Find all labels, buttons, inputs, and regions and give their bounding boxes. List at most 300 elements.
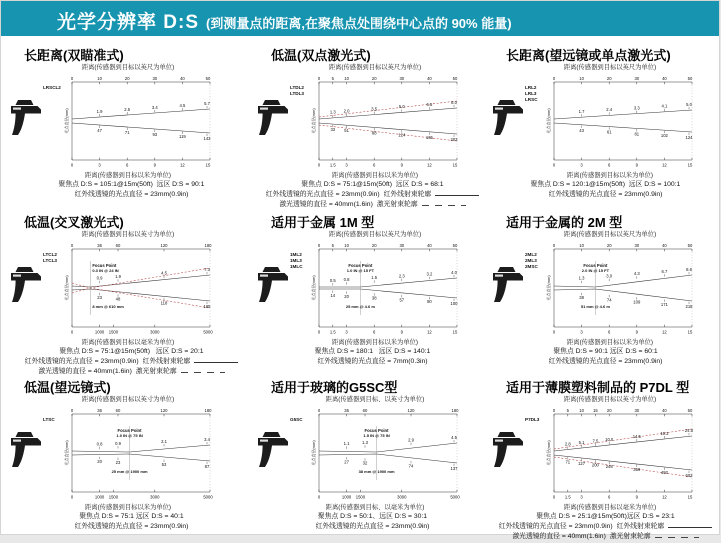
model-label: LRSC — [525, 96, 538, 102]
svg-text:6: 6 — [126, 162, 129, 168]
svg-text:14.5: 14.5 — [632, 433, 641, 439]
y-axis-label: 光点直径(mm) — [546, 274, 551, 301]
svg-text:2.8: 2.8 — [564, 440, 571, 446]
svg-text:15: 15 — [593, 407, 598, 413]
svg-text:74: 74 — [408, 462, 414, 468]
svg-text:9: 9 — [400, 162, 403, 168]
svg-text:3.4: 3.4 — [151, 104, 158, 110]
chart-column — [289, 396, 461, 511]
ir-thermometer-icon — [10, 429, 42, 475]
y-axis-label: 光点直径(mm) — [546, 107, 551, 134]
model-label: 2ML3 — [525, 257, 537, 263]
svg-text:6: 6 — [608, 162, 611, 168]
y-axis-label: 光点直径(mm) — [311, 439, 316, 466]
svg-text:20: 20 — [371, 242, 377, 248]
svg-text:1000: 1000 — [341, 494, 352, 500]
svg-text:43: 43 — [579, 127, 584, 133]
y-axis-label: 光点直径(mm) — [311, 107, 316, 134]
model-label: LRL3 — [525, 90, 537, 96]
svg-text:71: 71 — [565, 459, 571, 465]
spot-size-chart — [42, 239, 214, 339]
svg-text:6: 6 — [373, 162, 376, 168]
svg-text:40: 40 — [662, 407, 667, 413]
laser-beam-legend-label: 激光射束轮廓 — [135, 368, 177, 376]
chart-column — [524, 231, 696, 346]
svg-text:60: 60 — [115, 407, 121, 413]
y-axis-label: 光点直径(mm) — [64, 107, 69, 134]
svg-text:5.0: 5.0 — [398, 103, 405, 109]
svg-text:1.5: 1.5 — [329, 162, 336, 168]
lens-spec-line — [490, 522, 721, 532]
svg-text:171: 171 — [660, 301, 668, 307]
ir-thermometer-icon — [492, 97, 524, 143]
page-header — [1, 1, 719, 36]
svg-text:493: 493 — [660, 469, 668, 475]
svg-text:2.5: 2.5 — [124, 106, 131, 112]
svg-text:3: 3 — [580, 162, 583, 168]
chart-area — [490, 64, 721, 179]
chart-area — [255, 231, 490, 346]
svg-text:50: 50 — [687, 407, 693, 413]
ir-beam-legend-label: 红外线射束轮廓 — [383, 191, 432, 199]
svg-text:51: 51 — [344, 127, 349, 133]
ir-beam-legend-label: 红外线射束轮廓 — [142, 358, 191, 366]
svg-text:0: 0 — [552, 162, 556, 168]
svg-text:47: 47 — [97, 127, 102, 133]
model-label: LTDL2 — [290, 84, 304, 90]
svg-text:40: 40 — [427, 75, 432, 81]
svg-text:23: 23 — [115, 459, 121, 465]
spot-size-chart — [289, 404, 461, 504]
ds-spec-line: 聚焦点 D:S = 180:1 远区 D:S = 140:1 — [314, 348, 431, 356]
model-label: 2ML2 — [525, 251, 537, 257]
ds-spec-line: 聚焦点 D:S = 25:1@15m(50ft)远区 D:S = 23:1 — [536, 513, 675, 521]
laser-spec-text: 激光透镜的直径 = 40mm(1.6in) — [38, 368, 132, 376]
svg-text:19.3: 19.3 — [660, 430, 669, 436]
svg-text:1.9: 1.9 — [96, 108, 103, 114]
svg-text:2.0: 2.0 — [343, 108, 350, 114]
svg-text:20: 20 — [344, 293, 349, 299]
ir-thermometer-icon — [10, 264, 42, 310]
spot-size-chart — [524, 239, 696, 339]
chart-column — [42, 231, 214, 346]
svg-text:1.3: 1.3 — [362, 439, 368, 445]
axis-label-bottom: 距离(传感器到目标以米为单位) — [566, 171, 654, 179]
svg-text:3.3: 3.3 — [633, 104, 640, 110]
svg-text:5000: 5000 — [203, 329, 213, 335]
svg-text:48: 48 — [115, 296, 121, 302]
svg-text:60: 60 — [362, 407, 368, 413]
panel-title: 长距离(望远镜或单点激光式) — [506, 48, 671, 63]
svg-text:0: 0 — [70, 407, 74, 413]
svg-text:2.9: 2.9 — [408, 437, 414, 443]
svg-text:5000: 5000 — [450, 494, 460, 500]
svg-text:0.5: 0.5 — [329, 277, 336, 283]
svg-text:0: 0 — [552, 242, 556, 248]
panel-title: 适用于金属的 2M 型 — [506, 215, 623, 230]
model-label: 1MLC — [290, 263, 303, 269]
svg-text:3.2: 3.2 — [426, 271, 433, 277]
spot-size-chart — [42, 72, 214, 172]
svg-text:Focus Point: Focus Point — [92, 262, 117, 268]
svg-text:603: 603 — [685, 472, 693, 478]
svg-text:Focus Point: Focus Point — [364, 427, 389, 433]
svg-text:1.3: 1.3 — [578, 275, 585, 281]
svg-text:12: 12 — [180, 162, 185, 168]
svg-text:3.0: 3.0 — [606, 272, 613, 278]
ir-thermometer-icon — [492, 264, 524, 310]
svg-text:40: 40 — [662, 75, 667, 81]
svg-text:2.4: 2.4 — [606, 106, 613, 112]
svg-text:10: 10 — [579, 75, 584, 81]
svg-text:2.3: 2.3 — [398, 272, 405, 278]
panel-title: 低温(交叉激光式) — [24, 215, 124, 230]
model-label: LTCL2 — [43, 251, 57, 257]
ds-spec-line: 聚焦点 D:S = 120:1@15m(50ft) 远区 D:S = 100:1 — [530, 181, 681, 189]
chart-column — [524, 396, 696, 511]
svg-text:12: 12 — [427, 329, 432, 335]
chart-area — [8, 396, 255, 511]
svg-text:12: 12 — [662, 329, 667, 335]
svg-text:1500: 1500 — [108, 329, 119, 335]
lens-spec-line — [255, 190, 490, 200]
spec-captions — [255, 512, 490, 532]
axis-label-bottom: 距离(传感器到目标以毫米为单位) — [81, 338, 175, 346]
lens-spec-line: 红外线透镜的光点直径 = 23mm(0.9in) — [74, 523, 189, 531]
svg-text:0: 0 — [70, 242, 74, 248]
model-label: LTSC — [43, 416, 55, 422]
model-label: G5SC — [290, 416, 303, 422]
axis-label-top: 距离(传感器到目标以英尺为单位) — [328, 64, 422, 71]
svg-text:20: 20 — [97, 458, 102, 464]
svg-text:0: 0 — [70, 75, 74, 81]
svg-text:5: 5 — [331, 242, 334, 248]
axis-label-top: 距离(传感器到目标以英尺为单位) — [563, 64, 657, 71]
svg-text:32: 32 — [362, 460, 368, 466]
axis-label-bottom: 距离(传感器到目标以米为单位) — [566, 338, 654, 346]
svg-text:3000: 3000 — [150, 494, 160, 500]
svg-text:10: 10 — [579, 242, 584, 248]
svg-text:15: 15 — [205, 162, 211, 168]
spec-captions — [490, 347, 721, 367]
laser-beam-legend-label: 激光射束轮廓 — [376, 201, 418, 209]
axis-label-bottom: 距离(传感器到目标以米为单位) — [84, 171, 172, 179]
lens-spec-line: 红外线透镜的光点直径 = 7mm(0.3in) — [317, 358, 428, 366]
chart-column — [524, 64, 696, 179]
svg-text:9: 9 — [635, 329, 638, 335]
svg-text:0: 0 — [70, 162, 74, 168]
svg-text:1.1: 1.1 — [343, 440, 350, 446]
svg-text:3: 3 — [580, 329, 583, 335]
page-title: 光学分辨率 D:S — [57, 12, 200, 33]
panel-title: 适用于薄膜塑料制品的 P7DL 型 — [506, 380, 690, 395]
svg-text:30: 30 — [634, 75, 640, 81]
svg-text:1000: 1000 — [94, 494, 105, 500]
y-axis-label: 光点直径(mm) — [64, 439, 69, 466]
svg-text:7.3: 7.3 — [204, 266, 210, 272]
svg-text:180: 180 — [204, 242, 212, 248]
panel-5 — [255, 209, 490, 374]
svg-text:50: 50 — [687, 75, 693, 81]
svg-text:1500: 1500 — [355, 494, 366, 500]
axis-label-top: 距离(传感器到目标以英尺为单位) — [563, 231, 657, 238]
svg-text:3000: 3000 — [397, 494, 407, 500]
ds-spec-line: 聚焦点 D:S = 75:1@15m(50ft) 远区 D:S = 20:1 — [59, 348, 204, 356]
svg-text:180: 180 — [451, 407, 459, 413]
lens-spec-text: 红外线透镜的光点直径 = 23mm(0.9in) — [24, 358, 139, 366]
svg-text:50: 50 — [687, 242, 693, 248]
svg-text:60: 60 — [115, 242, 121, 248]
svg-text:71: 71 — [124, 129, 130, 135]
model-label: LTDL3 — [290, 90, 304, 96]
laser-beam-legend-line — [422, 205, 466, 206]
svg-text:50: 50 — [452, 242, 458, 248]
lens-spec-line: 红外线透镜的光点直径 = 23mm(0.9in) — [74, 191, 189, 199]
svg-text:6.5: 6.5 — [426, 101, 433, 107]
svg-text:50: 50 — [205, 75, 211, 81]
axis-label-top: 距离(传感器到目标、以英寸为单位) — [325, 396, 425, 403]
chart-area — [490, 231, 721, 346]
svg-text:Focus Point: Focus Point — [583, 262, 608, 268]
svg-text:40: 40 — [427, 242, 432, 248]
svg-text:15: 15 — [452, 162, 458, 168]
svg-text:5: 5 — [566, 407, 569, 413]
spec-captions — [490, 180, 721, 200]
svg-text:38 mm @ 1900 mm: 38 mm @ 1900 mm — [358, 468, 395, 474]
axis-label-bottom: 距离(传感器到目标以毫米为单位) — [563, 503, 657, 511]
panel-4 — [8, 209, 255, 374]
svg-text:36: 36 — [97, 242, 102, 248]
svg-text:3: 3 — [345, 162, 348, 168]
ds-spec-line: 聚焦点 D:S = 105:1@15m(50ft) 远区 D:S = 90:1 — [58, 181, 205, 189]
model-label: P7DL3 — [525, 416, 540, 422]
chart-area — [8, 64, 255, 179]
svg-text:0.8: 0.8 — [96, 441, 103, 447]
svg-text:1.9: 1.9 — [115, 273, 121, 279]
svg-text:0: 0 — [552, 75, 556, 81]
svg-text:50: 50 — [452, 75, 458, 81]
svg-text:1.5: 1.5 — [371, 274, 378, 280]
svg-text:38: 38 — [371, 295, 377, 301]
svg-text:127: 127 — [578, 460, 586, 466]
svg-text:102: 102 — [660, 132, 668, 138]
svg-text:165: 165 — [425, 134, 433, 140]
axis-label-top: 距离(传感器到目标以英寸为单位) — [81, 231, 175, 238]
svg-text:143: 143 — [203, 135, 211, 141]
svg-text:109: 109 — [633, 299, 641, 305]
svg-text:27: 27 — [344, 459, 349, 465]
svg-text:119: 119 — [179, 133, 186, 139]
ir-beam-legend-line — [194, 362, 238, 363]
lens-spec-line: 红外线透镜的光点直径 = 23mm(0.9in) — [548, 358, 663, 366]
svg-text:3: 3 — [345, 329, 348, 335]
svg-text:30: 30 — [634, 407, 640, 413]
svg-text:1.0 IN @ 15 FT: 1.0 IN @ 15 FT — [346, 267, 375, 273]
laser-spec-text: 激光透镜的直径 = 40mm(1.6in) — [512, 533, 606, 541]
model-label: 1ML3 — [290, 257, 302, 263]
axis-label-bottom: 距离(传感器到目标以米为单位) — [331, 171, 419, 179]
svg-text:0: 0 — [317, 75, 321, 81]
svg-text:74: 74 — [606, 296, 612, 302]
svg-text:33: 33 — [330, 126, 336, 132]
chart-area — [255, 64, 490, 179]
svg-text:6: 6 — [608, 329, 611, 335]
panels-grid — [1, 36, 719, 541]
axis-label-bottom: 距离(传感器到目标以米为单位) — [84, 503, 172, 511]
svg-text:3.5: 3.5 — [371, 105, 378, 111]
svg-text:7.5: 7.5 — [592, 437, 599, 443]
svg-text:0.9: 0.9 — [115, 440, 121, 446]
svg-text:120: 120 — [407, 407, 415, 413]
svg-text:14: 14 — [330, 292, 336, 298]
svg-text:248: 248 — [605, 463, 613, 469]
svg-text:40: 40 — [180, 75, 185, 81]
svg-text:12: 12 — [662, 494, 667, 500]
svg-text:9: 9 — [635, 494, 638, 500]
svg-text:1.0 IN @ 75 IN: 1.0 IN @ 75 IN — [116, 432, 143, 438]
panel-6 — [490, 209, 721, 374]
svg-text:36: 36 — [97, 407, 102, 413]
svg-text:9: 9 — [635, 162, 638, 168]
svg-text:6.7: 6.7 — [661, 268, 668, 274]
svg-text:3: 3 — [580, 494, 583, 500]
laser-beam-legend-line — [655, 537, 699, 538]
svg-text:1500: 1500 — [108, 494, 119, 500]
svg-text:203: 203 — [450, 136, 458, 142]
svg-text:80: 80 — [427, 298, 432, 304]
spot-size-chart — [42, 404, 214, 504]
svg-text:5.0: 5.0 — [686, 101, 692, 107]
svg-text:4.3: 4.3 — [633, 270, 640, 276]
y-axis-label: 光点直径(mm) — [311, 274, 316, 301]
svg-text:30: 30 — [152, 75, 158, 81]
svg-text:118: 118 — [160, 299, 168, 305]
panel-1 — [8, 42, 255, 209]
model-label: LRSCL2 — [43, 84, 61, 90]
svg-text:57: 57 — [399, 296, 405, 302]
spot-size-chart — [524, 72, 696, 172]
ir-beam-legend-line — [668, 527, 712, 528]
svg-text:12: 12 — [427, 162, 432, 168]
model-label: 2MSC — [525, 263, 538, 269]
lens-spec-line — [8, 357, 255, 367]
svg-text:0: 0 — [317, 242, 321, 248]
y-axis-label: 光点直径(mm) — [64, 274, 69, 301]
chart-area — [490, 396, 721, 511]
svg-text:Focus Point: Focus Point — [348, 262, 373, 268]
spec-captions — [8, 180, 255, 200]
lens-spec-text: 红外线透镜的光点直径 = 23mm(0.9in) — [498, 523, 613, 531]
axis-label-bottom: 距离(传感器到目标以米为单位) — [331, 338, 419, 346]
svg-text:30: 30 — [399, 75, 405, 81]
panel-title: 适用于金属 1M 型 — [271, 215, 375, 230]
svg-text:15: 15 — [452, 329, 458, 335]
spec-captions — [490, 512, 721, 543]
chart-column — [289, 64, 461, 179]
svg-text:25 mm @ 4.6 m: 25 mm @ 4.6 m — [345, 303, 375, 309]
ds-spec-line: 聚焦点 D:S = 50:1、远区 D:S = 30:1 — [317, 513, 428, 521]
panel-7 — [8, 374, 255, 534]
chart-area — [255, 396, 490, 511]
svg-text:15: 15 — [687, 494, 693, 500]
svg-text:38: 38 — [579, 294, 584, 300]
svg-text:0.9: 0.9 — [96, 275, 103, 281]
svg-text:20: 20 — [124, 75, 130, 81]
svg-text:15: 15 — [687, 329, 693, 335]
svg-text:3.4: 3.4 — [204, 436, 210, 442]
svg-text:5.1: 5.1 — [578, 439, 585, 445]
panel-8 — [255, 374, 490, 534]
spot-size-chart — [524, 404, 696, 504]
svg-text:2.1: 2.1 — [161, 438, 167, 444]
svg-text:0: 0 — [552, 494, 556, 500]
svg-text:185: 185 — [203, 303, 211, 309]
svg-text:53: 53 — [161, 461, 167, 467]
spec-captions — [255, 180, 490, 211]
svg-text:100: 100 — [450, 300, 458, 306]
svg-text:36: 36 — [344, 407, 349, 413]
svg-text:12: 12 — [662, 162, 667, 168]
panel-3 — [490, 42, 721, 209]
svg-text:20: 20 — [606, 407, 612, 413]
chart-column — [42, 64, 214, 179]
laser-beam-legend-label: 激光射束轮廓 — [609, 533, 651, 541]
lens-spec-text: 红外线透镜的光点直径 = 23mm(0.9in) — [265, 191, 380, 199]
laser-spec-line — [490, 532, 721, 542]
axis-label-top: 距离(传感器到目标以英尺为单位) — [328, 231, 422, 238]
svg-text:30: 30 — [634, 242, 640, 248]
svg-text:4.5: 4.5 — [179, 102, 186, 108]
ir-thermometer-icon — [257, 97, 289, 143]
svg-text:8.6: 8.6 — [686, 266, 692, 272]
svg-text:2.0 IN @ 15 FT: 2.0 IN @ 15 FT — [581, 267, 610, 273]
panel-title: 低温(双点激光式) — [271, 48, 371, 63]
svg-text:4.0: 4.0 — [451, 269, 457, 275]
svg-text:9: 9 — [153, 162, 156, 168]
ds-spec-line: 聚焦点 D:S = 75:1@15m(50ft) 远区 D:S = 68:1 — [301, 181, 444, 189]
svg-text:3: 3 — [98, 162, 101, 168]
svg-text:124: 124 — [398, 132, 406, 138]
chart-column — [42, 396, 214, 511]
ir-thermometer-icon — [257, 264, 289, 310]
ds-spec-line: 聚焦点 D:S = 75:1 远区 D:S = 40:1 — [79, 513, 184, 521]
panel-2 — [255, 42, 490, 209]
model-label: LRL2 — [525, 84, 537, 90]
svg-text:120: 120 — [160, 407, 168, 413]
svg-text:10.0: 10.0 — [605, 436, 614, 442]
svg-text:8.0: 8.0 — [451, 99, 457, 105]
svg-text:6: 6 — [608, 494, 611, 500]
lens-spec-line: 红外线透镜的光点直径 = 23mm(0.9in) — [548, 191, 663, 199]
svg-text:10: 10 — [344, 242, 349, 248]
ir-thermometer-icon — [10, 97, 42, 143]
laser-spec-text: 激光透镜的直径 = 40mm(1.6in) — [279, 201, 373, 209]
svg-text:20: 20 — [606, 242, 612, 248]
ir-beam-legend-line — [435, 195, 479, 196]
ds-spec-line: 聚焦点 D:S = 90:1 远区 D:S = 60:1 — [553, 348, 658, 356]
svg-text:5: 5 — [331, 75, 334, 81]
svg-text:0.8: 0.8 — [343, 276, 350, 282]
svg-text:20: 20 — [606, 75, 612, 81]
svg-text:1.5 IN @ 75 IN: 1.5 IN @ 75 IN — [363, 432, 390, 438]
svg-text:81: 81 — [634, 130, 640, 136]
svg-text:10: 10 — [344, 75, 349, 81]
svg-text:6: 6 — [373, 329, 376, 335]
svg-text:5.7: 5.7 — [204, 100, 210, 106]
svg-text:8 mm @ 610 mm: 8 mm @ 610 mm — [92, 303, 124, 309]
svg-text:88: 88 — [371, 129, 377, 135]
svg-text:10: 10 — [97, 75, 102, 81]
